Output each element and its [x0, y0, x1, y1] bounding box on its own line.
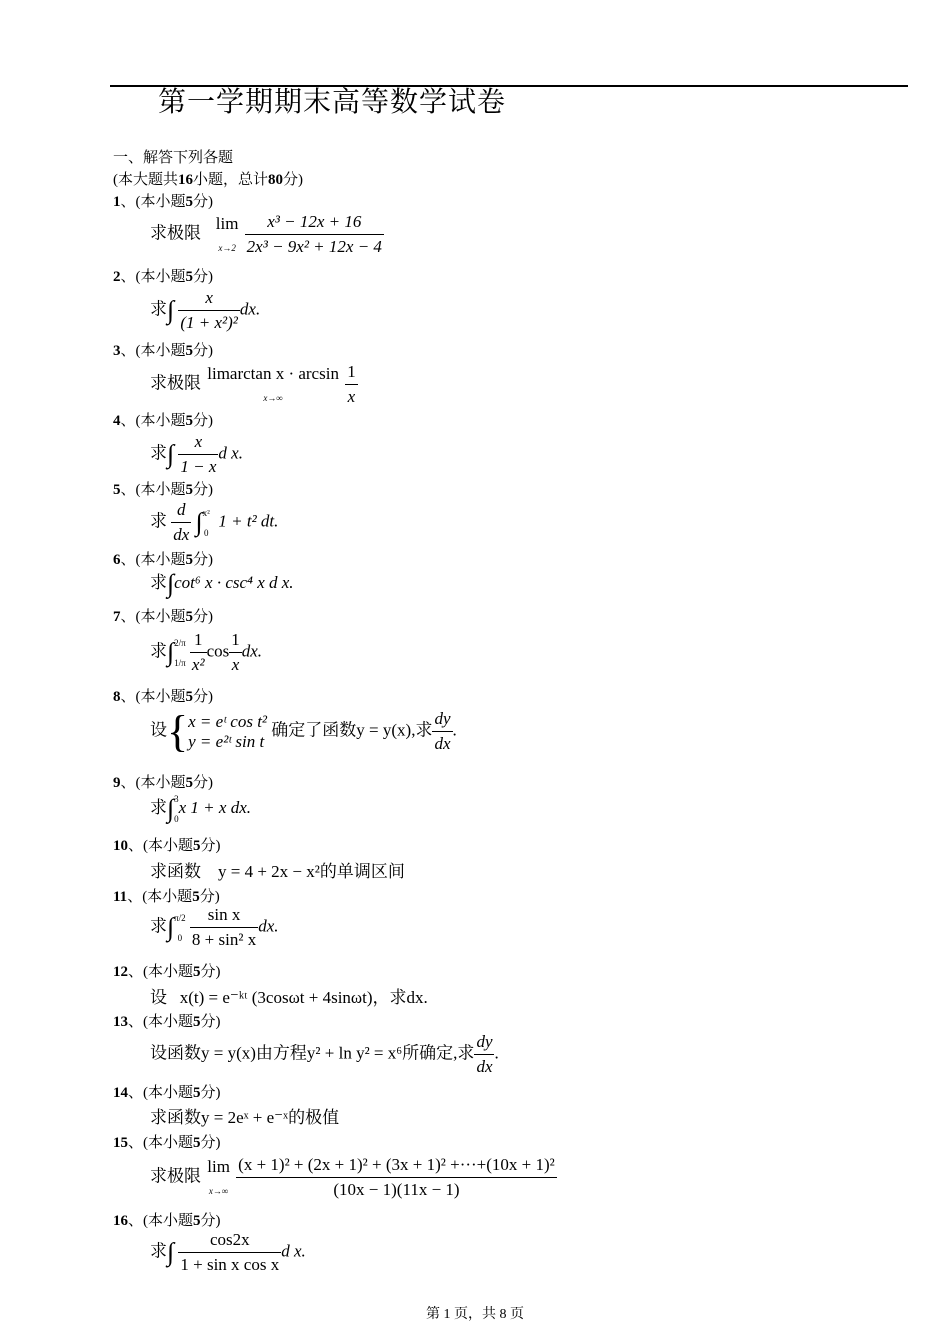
problem-13-body: 设函数y = y(x)由方程y² + ln y² = x⁶所确定,求 $\frac{dy}{dx}$ .: [150, 1032, 499, 1076]
problem-header: 13、(本小题5分): [113, 1014, 221, 1030]
problem-header: 2、(本小题5分): [113, 269, 213, 285]
problem-2-body: 求∫ $\frac{x}{\text{(1 + x²)²}}$ dx.: [150, 288, 261, 332]
problem-header: 11、(本小题5分): [113, 889, 220, 905]
note-total: 80: [268, 172, 284, 188]
integral-sign: ∫: [167, 794, 175, 824]
problem-9-body: 求∫3 0x 1 + x dx.: [150, 794, 251, 825]
integral-sign: ∫: [167, 569, 175, 599]
integral-sign: ∫: [167, 912, 175, 942]
integral-sign: ∫: [167, 637, 175, 667]
problem-3-body: 求极限 limarctan x · arcsin x→∞ $\frac{1}{x}$: [150, 362, 356, 406]
problem-14-body: 求函数y = 2eˣ + e⁻ˣ的极值: [150, 1108, 340, 1127]
section-note: [113, 168, 303, 189]
problem-12-body: 设 x(t) = e⁻ᵏᵗ (3cosωt + 4sinωt)，求dx.: [150, 988, 428, 1007]
problem-header: 9、(本小题5分): [113, 775, 213, 791]
integral-sign: ∫: [195, 507, 203, 537]
problem-5-body: 求 $\frac{d}{dx}$ ∫x² 0 1 + t² dt.: [150, 500, 279, 544]
problem-header: 15、(本小题5分): [113, 1135, 221, 1151]
problem-header: 12、(本小题5分): [113, 964, 221, 980]
note-mid: 小题，总计: [193, 172, 269, 188]
integral-sign: ∫: [167, 295, 175, 325]
problem-10-body: 求函数 y = 4 + 2x − x²的单调区间: [150, 862, 405, 881]
note-prefix: (本大题共: [113, 172, 178, 188]
problem-header: 6、(本小题5分): [113, 552, 213, 568]
problem-header: 4、(本小题5分): [113, 413, 213, 429]
problem-7-body: 求∫2/π 1/π $\frac{1}{\text{x²}}$ cos $\frac{1}{x}$ dx.: [150, 630, 263, 674]
note-count: 16: [178, 172, 193, 188]
problem-header: 14、(本小题5分): [113, 1085, 221, 1101]
problem-header: 5、(本小题5分): [113, 482, 213, 498]
problem-header: 3、(本小题5分): [113, 343, 213, 359]
problem-11-body: 求∫π/2 0 $\frac{\text{sin x}}{\text{8 + sin² x}}$ dx.: [150, 905, 279, 949]
problem-header: 8、(本小题5分): [113, 689, 213, 705]
problem-header: 10、(本小题5分): [113, 838, 221, 854]
problem-4-body: 求∫ $\frac{x}{1 - x}$ d x.: [150, 432, 243, 476]
problem-header: 7、(本小题5分): [113, 609, 213, 625]
page-footer: 第 1 页，共 8 页: [426, 1307, 524, 1322]
page-title: 第一学期期末高等数学试卷: [158, 87, 507, 118]
integral-sign: ∫: [167, 1237, 175, 1267]
integral-sign: ∫: [167, 439, 175, 469]
problem-1-body: 求极限 lim x→2 $\frac{\text{x³ − 12x + 16}}{\text{2x³ − 9x² + 12x − 4}}$: [150, 212, 382, 256]
section-heading: 一、解答下列各题: [113, 150, 234, 166]
problem-header: 16、(本小题5分): [113, 1213, 221, 1229]
problem-6-body: 求∫cot⁶ x · csc⁴ x d x.: [150, 569, 294, 599]
problem-8-body: 设{x = eᵗ cos t² y = e²ᵗ sin t 确定了函数y = y(x),求 $\frac{dy}{dx}$ .: [150, 707, 457, 756]
note-suffix: 分): [283, 172, 304, 188]
problem-header: 1、(本小题5分): [113, 194, 213, 210]
problem-16-body: 求∫ $\frac{\cos 2x}{\text{1 + sin x cos x}}$ d x.: [150, 1230, 306, 1274]
problem-15-body: 求极限 lim x→∞ $\frac{\text{(x + 1)² + (2x + 1)² + (3x + 1)² +···+(10x + 1)²}}{(10x - 1)(11x - 1)}$: [150, 1155, 555, 1199]
